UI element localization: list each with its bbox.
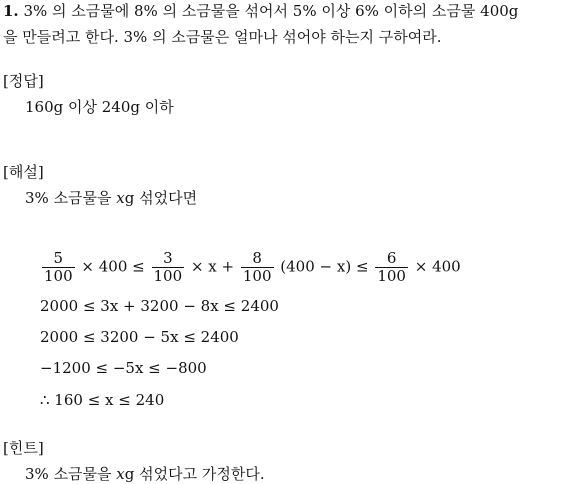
equation-1: $\frac{5}{100}$ × 400 ≤ $\frac{3}{100}$ × x + $\frac{8}{100}$ (400 − x) ≤ $\frac{6}{100}$ × 400 <box>44 249 461 285</box>
explanation-intro: 3% 소금물을 xg 섞었다면 <box>25 189 198 207</box>
fraction-3-100: $\frac{3}{100}$ <box>153 249 183 285</box>
hint-header: [힌트] <box>3 439 44 457</box>
fraction-6-100: $\frac{6}{100}$ <box>377 249 406 285</box>
fraction-5-100: $\frac{5}{100}$ <box>44 249 73 285</box>
problem-line-1 <box>3 0 518 21</box>
variable-x: x <box>116 465 125 483</box>
fraction-8-100: $\frac{8}{100}$ <box>242 249 272 285</box>
equation-4: −1200 ≤ −5x ≤ −800 <box>40 359 207 377</box>
equation-3: 2000 ≤ 3200 − 5x ≤ 2400 <box>40 328 239 346</box>
problem-line-2: 을 만들려고 한다. 3% 의 소금물은 얼마나 섞어야 하는지 구하여라. <box>3 28 442 46</box>
problem-text-1: 3% 의 소금물에 8% 의 소금물을 섞어서 5% 이상 6% 이하의 소금물 400g <box>23 2 519 20</box>
answer-text: 160g 이상 240g 이하 <box>25 98 174 116</box>
answer-header: [정답] <box>3 72 44 90</box>
equation-5: ∴ 160 ≤ x ≤ 240 <box>40 391 165 409</box>
explanation-header: [해설] <box>3 163 44 181</box>
hint-text: 3% 소금물을 xg 섞었다고 가정한다. <box>25 465 265 483</box>
problem-number: 1. <box>3 2 19 20</box>
equation-2: 2000 ≤ 3x + 3200 − 8x ≤ 2400 <box>40 297 279 315</box>
variable-x: x <box>116 189 125 207</box>
